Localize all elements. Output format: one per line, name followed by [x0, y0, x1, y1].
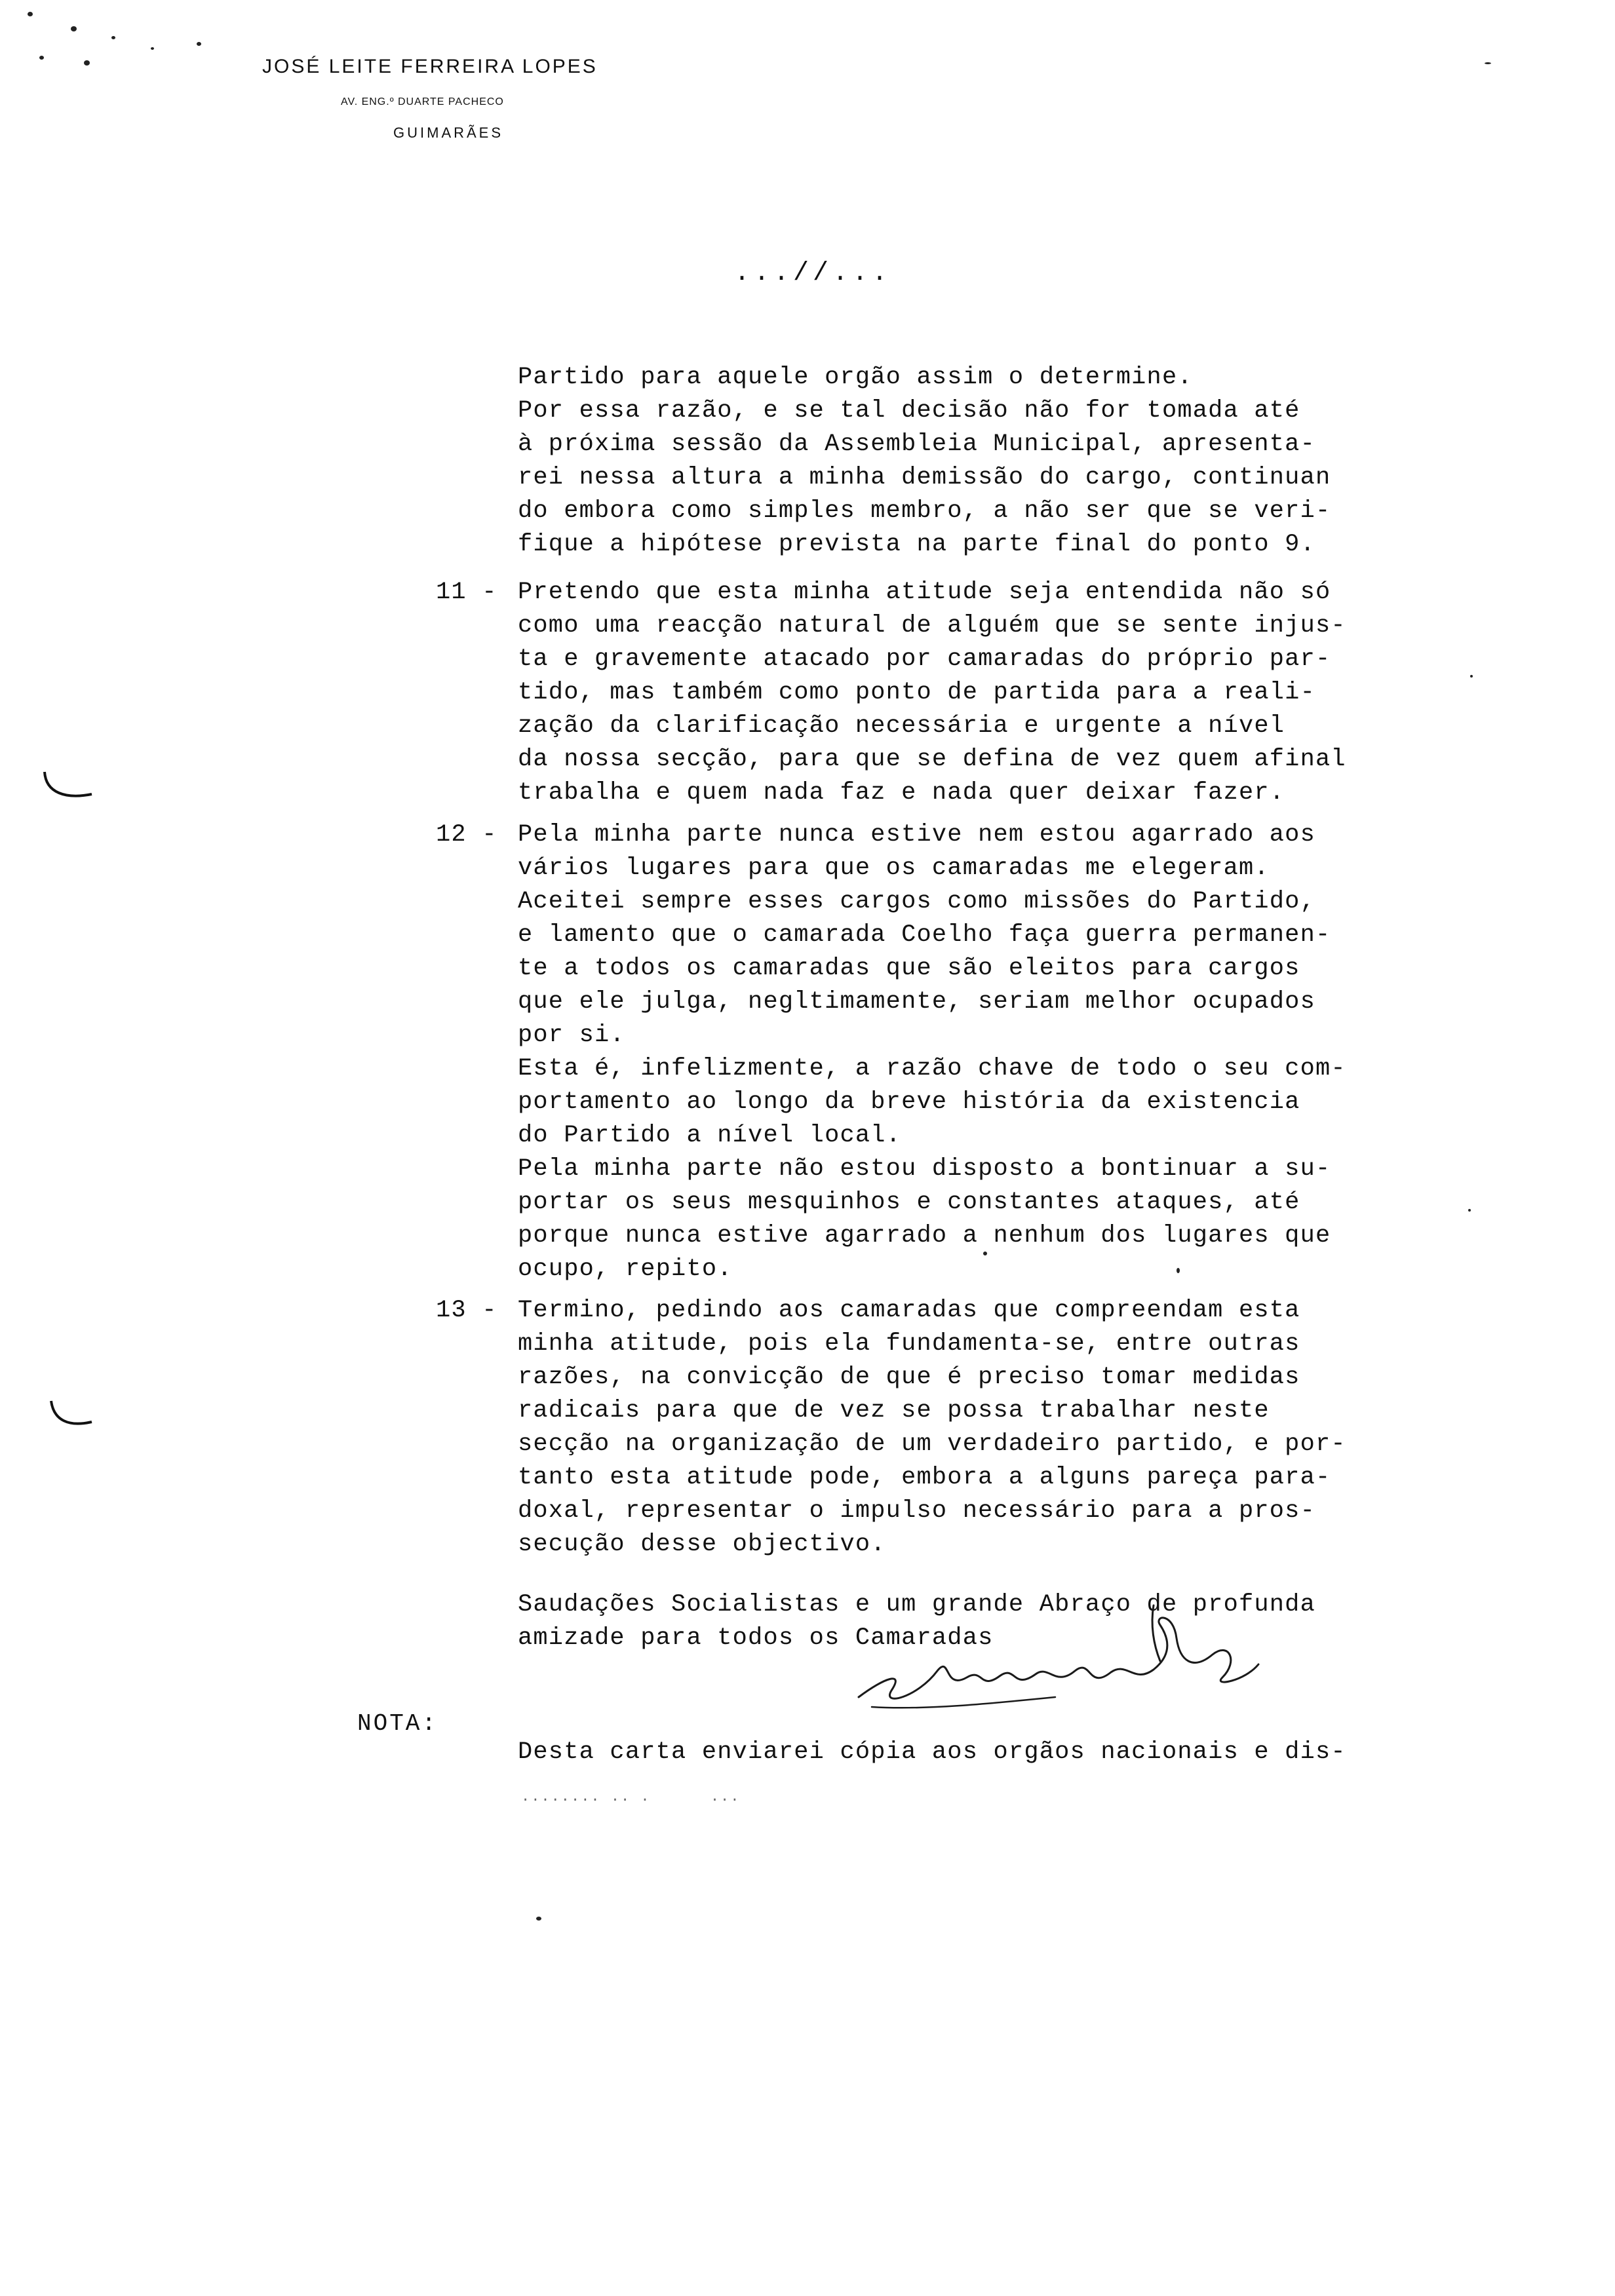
scan-speck [983, 1252, 987, 1255]
point-line: zação da clarificação necessária e urgente a nível [518, 712, 1285, 740]
point-line: Pela minha parte não estou disposto a bontinuar a su- [518, 1155, 1331, 1183]
point-number: 11 - [436, 579, 497, 606]
point-line: minha atitude, pois ela fundamenta-se, entre outras [518, 1330, 1300, 1358]
nota-label: NOTA: [357, 1710, 438, 1737]
scan-speck [536, 1917, 541, 1921]
point-line: tido, mas também como ponto de partida para a reali- [518, 679, 1315, 706]
point-line: doxal, representar o impulso necessário para a pros- [518, 1497, 1315, 1525]
intro-line: Partido para aquele orgão assim o determine. [518, 364, 1193, 391]
scan-speck [1470, 675, 1473, 678]
letterhead-address: AV. ENG.º DUARTE PACHECO [341, 96, 504, 107]
point-line: portar os seus mesquinhos e constantes ataques, até [518, 1189, 1300, 1216]
intro-line: fique a hipótese prevista na parte final do ponto 9. [518, 531, 1315, 558]
letterhead [262, 56, 598, 141]
scan-speck [39, 56, 44, 60]
margin-mark [39, 767, 98, 806]
point-line: Esta é, infelizmente, a razão chave de todo o seu com- [518, 1055, 1346, 1082]
scan-speck [111, 36, 115, 39]
point-line: e lamento que o camarada Coelho faça guerra permanen- [518, 921, 1331, 949]
nota-text: Desta carta enviarei cópia aos orgãos nacionais e dis- [518, 1738, 1346, 1766]
point-line: que ele julga, negltimamente, seriam melhor ocupados [518, 988, 1315, 1016]
point-number: 12 - [436, 821, 497, 849]
scan-speck [1468, 1209, 1471, 1212]
point-line: da nossa secção, para que se defina de vez quem afinal [518, 746, 1346, 773]
point-line: razões, na convicção de que é preciso tomar medidas [518, 1364, 1300, 1391]
point-line: porque nunca estive agarrado a nenhum dos lugares que [518, 1222, 1331, 1250]
letterhead-city: GUIMARÃES [393, 124, 504, 141]
point-line: te a todos os camaradas que são eleitos para cargos [518, 955, 1300, 982]
point-line: Pela minha parte nunca estive nem estou agarrado aos [518, 821, 1315, 849]
closing-line: Saudações Socialistas e um grande Abraço de profunda [518, 1591, 1315, 1618]
margin-mark [46, 1396, 98, 1435]
closing-line: amizade para todos os Camaradas [518, 1624, 994, 1652]
intro-line: Por essa razão, e se tal decisão não for tomada até [518, 397, 1300, 425]
point-line: como uma reacção natural de alguém que se sente injus- [518, 612, 1346, 640]
scan-speck [1177, 1268, 1180, 1273]
scan-speck [84, 60, 90, 66]
point-line: Pretendo que esta minha atitude seja entendida não só [518, 579, 1331, 606]
point-line: Aceitei sempre esses cargos como missões do Partido, [518, 888, 1315, 915]
scan-speck [71, 26, 77, 31]
scan-speck [197, 42, 201, 46]
point-number: 13 - [436, 1297, 497, 1324]
point-line: Termino, pedindo aos camaradas que compreendam esta [518, 1297, 1300, 1324]
scan-speck [151, 47, 154, 50]
point-line: vários lugares para que os camaradas me elegeram. [518, 854, 1270, 882]
point-line: do Partido a nível local. [518, 1122, 902, 1149]
point-line: portamento ao longo da breve história da existencia [518, 1088, 1300, 1116]
point-line: radicais para que de vez se possa trabalhar neste [518, 1397, 1270, 1425]
intro-line: à próxima sessão da Assembleia Municipal, apresenta- [518, 430, 1315, 458]
point-line: tanto esta atitude pode, embora a alguns pareça para- [518, 1464, 1331, 1491]
handwritten-signature [846, 1599, 1265, 1723]
nota-smudged-line: ........ .. . ... [521, 1789, 741, 1805]
point-line: secução desse objectivo. [518, 1531, 886, 1558]
intro-line: do embora como simples membro, a não ser que se veri- [518, 497, 1331, 525]
letterhead-name: JOSÉ LEITE FERREIRA LOPES [262, 56, 598, 77]
continuation-mark: ...//... [734, 259, 892, 288]
intro-line: rei nessa altura a minha demissão do cargo, continuan [518, 464, 1331, 491]
scan-speck [28, 12, 33, 16]
point-line: ta e gravemente atacado por camaradas do próprio par- [518, 645, 1331, 673]
point-line: por si. [518, 1022, 625, 1049]
point-line: trabalha e quem nada faz e nada quer deixar fazer. [518, 779, 1285, 807]
scan-speck [1485, 62, 1491, 64]
point-line: secção na organização de um verdadeiro partido, e por- [518, 1430, 1346, 1458]
point-line: ocupo, repito. [518, 1255, 733, 1283]
